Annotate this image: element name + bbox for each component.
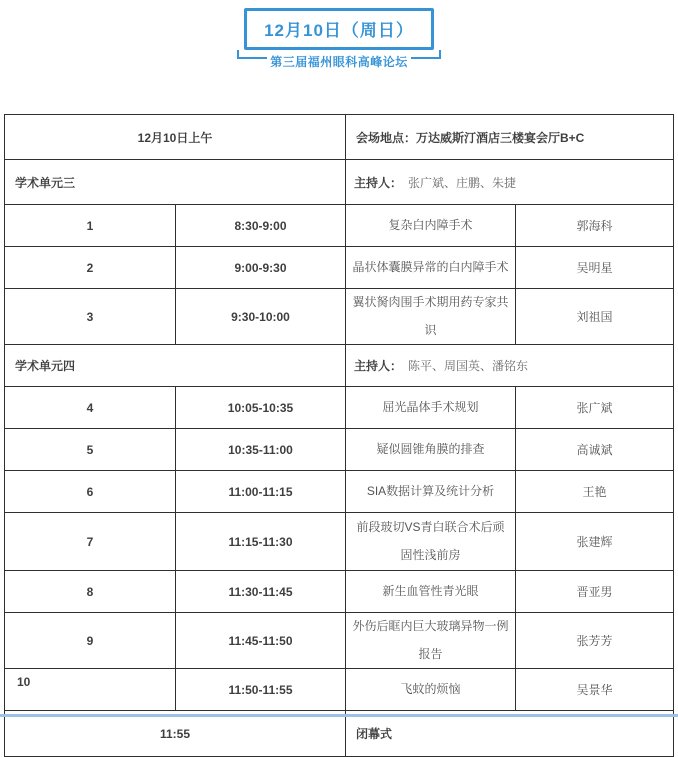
session-no: 6 bbox=[4, 471, 175, 513]
session-time: 11:50-11:55 bbox=[175, 669, 345, 711]
unit4-hosts-cell bbox=[346, 345, 674, 387]
unit3-host-names: 张广斌、庄鹏、朱捷 bbox=[408, 175, 517, 190]
session-speaker: 高诚斌 bbox=[516, 429, 674, 471]
session-row bbox=[4, 513, 673, 571]
bottom-accent-line bbox=[0, 714, 678, 717]
unit3-host-label: 主持人： bbox=[354, 175, 403, 190]
session-row bbox=[4, 289, 673, 345]
left-connector-line bbox=[237, 50, 267, 59]
unit3-title: 学术单元三 bbox=[4, 160, 345, 205]
session-speaker: 吴景华 bbox=[516, 669, 674, 711]
session-time: 11:00-11:15 bbox=[175, 471, 345, 513]
session-speaker: 晋亚男 bbox=[516, 571, 674, 613]
date-title: 12月10日（周日） bbox=[264, 21, 414, 40]
session-no: 5 bbox=[4, 429, 175, 471]
session-topic: 翼状胬肉围手术期用药专家共识 bbox=[346, 289, 516, 345]
session-no: 9 bbox=[4, 613, 175, 669]
session-time: 10:05-10:35 bbox=[175, 387, 345, 429]
page-header bbox=[0, 0, 678, 69]
session-no: 7 bbox=[4, 513, 175, 571]
session-time: 11:15-11:30 bbox=[175, 513, 345, 571]
closing-label: 闭幕式 bbox=[346, 711, 674, 757]
session-topic: 疑似圆锥角膜的排查 bbox=[346, 429, 516, 471]
session-speaker: 刘祖国 bbox=[516, 289, 674, 345]
session-speaker: 王艳 bbox=[516, 471, 674, 513]
session-topic: 外伤后眶内巨大玻璃异物一例报告 bbox=[346, 613, 516, 669]
session-speaker: 吴明星 bbox=[516, 247, 674, 289]
session-label: 12月10日上午 bbox=[4, 115, 345, 160]
venue-label: 会场地点：万达威斯汀酒店三楼宴会厅B+C bbox=[346, 115, 674, 160]
session-row bbox=[4, 387, 673, 429]
session-time: 9:30-10:00 bbox=[175, 289, 345, 345]
session-time: 11:45-11:50 bbox=[175, 613, 345, 669]
session-no: 3 bbox=[4, 289, 175, 345]
session-topic: SIA数据计算及统计分析 bbox=[346, 471, 516, 513]
unit4-host-names: 陈平、周国英、潘铭东 bbox=[408, 359, 529, 374]
schedule-table bbox=[4, 114, 674, 757]
session-time: 11:30-11:45 bbox=[175, 571, 345, 613]
closing-time: 11:55 bbox=[4, 711, 345, 757]
session-topic: 复杂白内障手术 bbox=[346, 205, 516, 247]
session-no: 4 bbox=[4, 387, 175, 429]
session-speaker: 张广斌 bbox=[516, 387, 674, 429]
session-topic: 晶状体囊膜异常的白内障手术 bbox=[346, 247, 516, 289]
right-connector-line bbox=[411, 50, 441, 59]
forum-title: 第三届福州眼科高峰论坛 bbox=[270, 55, 408, 69]
session-row bbox=[4, 613, 673, 669]
session-topic: 前段玻切VS青白联合术后顽固性浅前房 bbox=[346, 513, 516, 571]
session-time: 10:35-11:00 bbox=[175, 429, 345, 471]
session-topic: 新生血管性青光眼 bbox=[346, 571, 516, 613]
session-row bbox=[4, 429, 673, 471]
session-row bbox=[4, 571, 673, 613]
unit4-title: 学术单元四 bbox=[4, 345, 345, 387]
unit4-host-label: 主持人： bbox=[354, 359, 403, 374]
session-row bbox=[4, 247, 673, 289]
session-speaker: 张芳芳 bbox=[516, 613, 674, 669]
session-topic: 屈光晶体手术规划 bbox=[346, 387, 516, 429]
session-topic: 飞蚊的烦恼 bbox=[346, 669, 516, 711]
session-no: 1 bbox=[4, 205, 175, 247]
session-row bbox=[4, 471, 673, 513]
info-row bbox=[4, 115, 673, 160]
unit4-header-row bbox=[4, 345, 673, 387]
session-no: 8 bbox=[4, 571, 175, 613]
session-time: 9:00-9:30 bbox=[175, 247, 345, 289]
date-title-box bbox=[244, 8, 434, 50]
session-no: 10 bbox=[4, 669, 175, 711]
session-speaker: 张建辉 bbox=[516, 513, 674, 571]
session-time: 8:30-9:00 bbox=[175, 205, 345, 247]
session-row bbox=[4, 669, 673, 711]
session-row bbox=[4, 205, 673, 247]
unit3-hosts-cell bbox=[346, 160, 674, 205]
forum-subtitle-row bbox=[237, 50, 441, 69]
session-speaker: 郭海科 bbox=[516, 205, 674, 247]
session-no: 2 bbox=[4, 247, 175, 289]
unit3-header-row bbox=[4, 160, 673, 205]
